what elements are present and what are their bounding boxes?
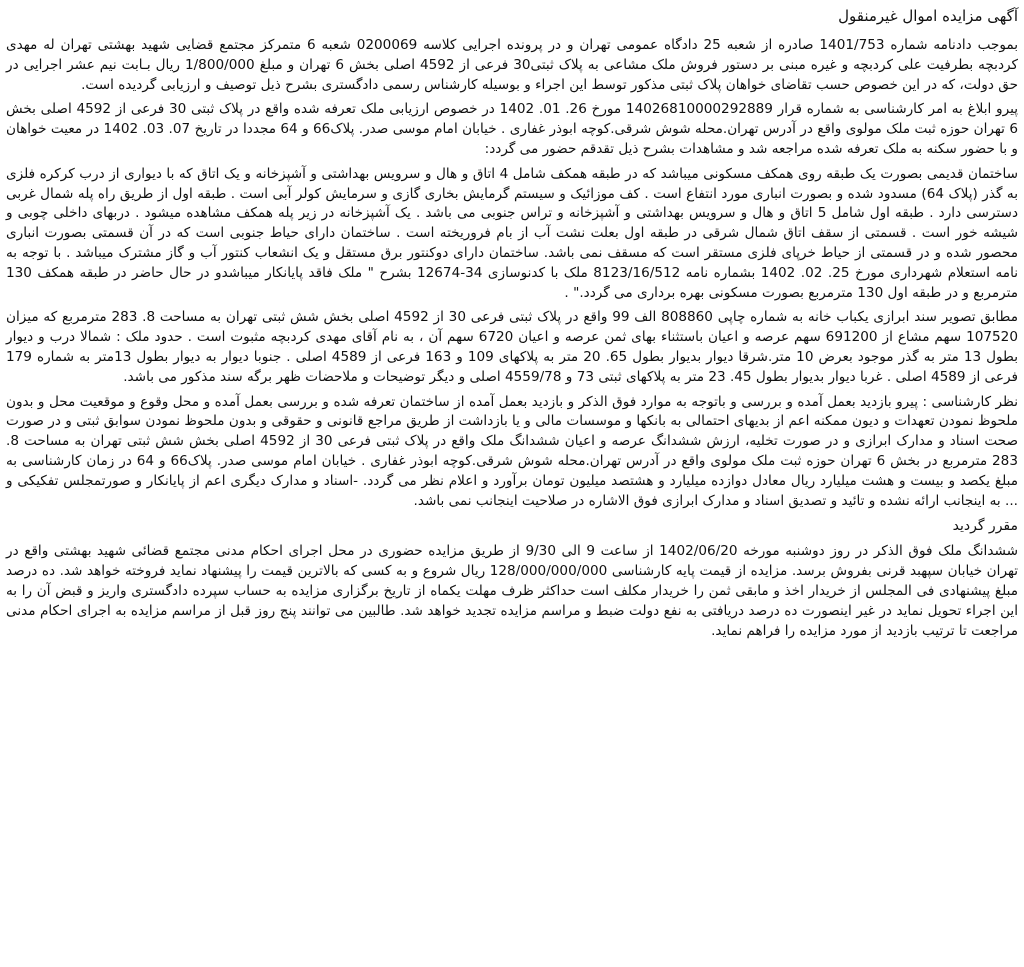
document-page <box>6 6 1018 963</box>
document-content <box>6 6 1018 641</box>
paragraph-building-description: ساختمان قدیمی بصورت یک طبقه روی همکف مسکونی میباشد که در طبقه همکف شامل 4 اتاق و هال و سرویس بهداشتی و آشپزخانه و یک اتاق که با دیواری از درب کرکره فلزی به گذر (پلاک 64) مسدود شده و بصورت انباری مورد انتفاع است . کف موزائیک و سیستم گرمایش بخاری گازی و سرمایش کولر آبی است . طبقه اول از طریق راه پله شمال غربی دسترسی دارد . طبقه اول شامل 5 اتاق و هال و سرویس بهداشتی و آشپزخانه و تراس جنوبی می باشد . یک آشپزخانه در زیر پله همکف مشاهده میشود . دربهای داخلی چوبی و شیشه خور است . قسمتی از سقف اتاق شمال شرقی در طبقه اول بعلت نشت آب از بام فروریخته است . ساختمان دارای حیاط جنوبی است که در آن قسمتی بصورت انباری محصور شده و در قسمتی از حیاط خرپای فلزی مستقر است که مسقف نمی باشد. ساختمان دارای دوکنتور برق مستقل و یک انشعاب کنتور آب و گاز مشترک میباشد . با توجه به نامه استعلام شهرداری مورخ 25. 02. 1402 بشماره نامه 8123/16/512 ملک با کدنوسازی 34-12674 بشرح " ملک فاقد پایانکار میباشدو در حال حاضر در طبقه همکف 130 مترمربع و در طبقه اول 130 مترمربع بصورت مسکونی بهره برداری می گردد." . <box>6 165 1018 301</box>
document-title: آگهی مزایده اموال غیرمنقول <box>838 7 1018 25</box>
section-label: مقرر گردید <box>952 518 1018 535</box>
paragraph-expert-order: پیرو ابلاغ به امر کارشناسی به شماره قرار 14026810000292889 مورخ 26. 01. 1402 در خصوص ارزیابی ملک تعرفه شده واقع در پلاک ثبتی 30 فرعی از 4592 اصلی بخش 6 تهران حوزه ثبت ملک مولوی واقع در آدرس تهران.محله شوش شرقی.کوچه ابوذر غفاری . خیابان امام موسی صدر. پلاک66 و 64 مجددا در تاریخ 07. 03. 1402 در معیت خواهان و با حضور سکنه به ملک تعرفه شده مراجعه شد و مشاهدات بشرح ذیل تقدقم حضور می گردد: <box>6 101 1018 157</box>
paragraph-expert-opinion: نظر کارشناسی : پیرو بازدید بعمل آمده و بررسی و باتوجه به موارد فوق الذکر و بازدید بعمل آمده از ساختمان تعرفه شده و بررسی بعمل آمده و محل وقوع و موقعیت محل و بدون ملحوظ نمودن تعهدات و دیون ممکنه اعم از بدیهای احتمالی به بانکها و موسسات مالی و یا بازداشت از طریق مراجع قانونی و حقوقی و بدون ملحوظ نمودن سوابق ثبتی و در صورت صحت اسناد و مدارک ابرازی و در صورت تخلیه، ارزش ششدانگ عرصه و اعیان ششدانگ ملک واقع در پلاک ثبتی فرعی 30 از 4592 اصلی بخش شش ثبتی تهران به مساحت 8. 283 مترمربع در بخش 6 تهران حوزه ثبت ملک مولوی واقع در آدرس تهران.محله شوش شرقی.کوچه ابوذر غفاری . خیابان امام موسی صدر. پلاک66 و 64 در زمان کارشناسی به مبلغ یکصد و بیست و هشت میلیارد ریال معادل دوازده میلیارد و هشتصد میلیون تومان برآورد و اعلام نظر می گردد. -اسناد و مدارک دیگری اعم از پایانکار و صورتمجلس تفکیکی و ... به اینجانب ارائه نشده و تائید و تصدیق اسناد و مدارک ابرازی فوق الاشاره در صلاحیت اینجانب نمی باشد. <box>6 393 1018 509</box>
paragraph-auction-terms: ششدانگ ملک فوق الذکر در روز دوشنبه مورخه 1402/06/20 از ساعت 9 الی 9/30 از طریق مزایده حضوری در محل اجرای احکام مدنی مجتمع قضائی شهید بهشتی واقع در تهران خیابان سپهبد قرنی بفروش برسد. مزایده از قیمت پایه کارشناسی 128/000/000/000 ریال شروع و به کسی که بالاترین قیمت را پیشنهاد نماید فروخته خواهد شد. ده درصد مبلغ پیشنهادی فی المجلس از خریدار اخذ و مابقی ثمن را خریدار مکلف است حداکثر ظرف مهلت یکماه از تاریخ برگزاری مزایده به حساب سپرده دادگستری واریز و قبض آن را به این اجراء تحویل نماید در غیر اینصورت ده درصد دریافتی به نفع دولت ضبط و مراسم مزایده تجدید خواهد شد. طالبین می توانند پنج روز قبل از مراسم مزایده به اجرای احکام مدنی مراجعت تا ترتیب بازدید از مورد مزایده را فراهم نماید. <box>6 543 1018 639</box>
paragraph-title-deed: مطابق تصویر سند ابرازی یکباب خانه به شماره چاپی 808860 الف 99 واقع در پلاک ثبتی فرعی 30 از 4592 اصلی بخش شش ثبتی تهران به مساحت 8. 283 مترمربع که میزان 107520 سهم مشاع از 691200 سهم عرصه و اعیان باستثناء بهای ثمن عرصه و اعیان 6720 سهم آن ، به نام آقای مهدی کردبچه مثبوت است . حدود ملک : شمالا درب و دیوار بطول 13 متر به گذر موجود بعرض 10 متر.شرقا دیوار بدیوار بطول 65. 20 متر به پلاکهای 109 و 163 فرعی از 4589 اصلی . جنوبا دیوار به دیوار بطول 13متر به شماره 179 فرعی از 4589 اصلی . غربا دیوار بدیوار بطول 45. 23 متر به پلاکهای ثبتی 73 و 4559/78 اصلی و دیگر توضیحات و ملاحضات ظهر برگه سند مذکور می باشد. <box>6 309 1018 385</box>
paragraph-ruling: بموجب دادنامه شماره 1401/753 صادره از شعبه 25 دادگاه عمومی تهران و در پرونده اجرایی کلاسه 0200069 شعبه 6 متمرکز مجتمع قضایی شهید بهشتی تهران له مهدی کردبچه بطرفیت علی کردبچه و غیره مبنی بر دستور فروش ملک مشاعی به پلاک ثبتی30 فرعی از 4592 اصلی بخش 6 تهران و مبلغ 1/800/000 ریال بـابت نیم عشر اجرایی در حق دولت، که در این خصوص حسب تقاضای خواهان پلاک ثبتی مذکور توسط این اجراء و بوسیله کارشناس رسمی دادگستری بشرح ذیل توصیف و ارزیابی گردیده است. <box>6 37 1018 93</box>
